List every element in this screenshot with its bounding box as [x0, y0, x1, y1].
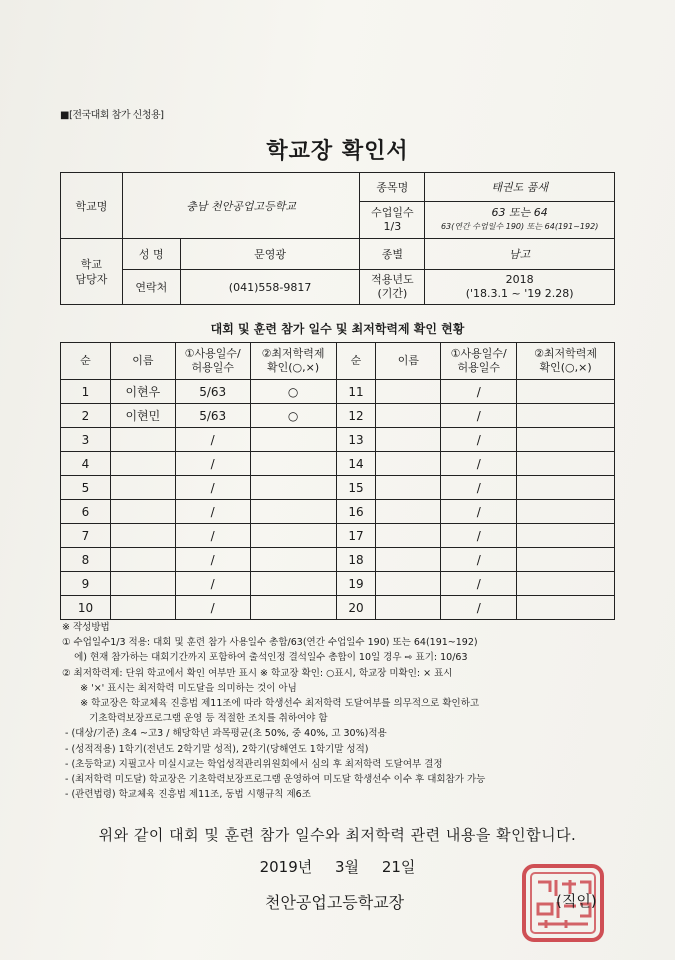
participation-table [60, 342, 615, 620]
document-title: 학교장 확인서 [266, 139, 409, 164]
participation-rows [61, 380, 615, 620]
col-min-left [250, 343, 336, 380]
col-min-right-line2: 확인(○,×) [539, 361, 592, 374]
row-check [517, 404, 615, 428]
row-no: 13 [336, 428, 376, 452]
col-days-left [175, 343, 250, 380]
staff-label [61, 239, 123, 305]
row-name [376, 428, 441, 452]
row-check [250, 452, 336, 476]
row-check [250, 476, 336, 500]
guide-line: ② 최저학력제: 단위 학교에서 확인 여부만 표시 ※ 학교장 확인: ○표시, 학교장 미확인: × 표시 [62, 667, 453, 679]
row-days: / [175, 428, 250, 452]
row-check [250, 572, 336, 596]
row-days: / [441, 596, 517, 620]
row-name [376, 548, 441, 572]
form-type-tag: ■[전국대회 참가 신청용] [60, 110, 164, 121]
row-name: 이현민 [110, 404, 175, 428]
row-check [250, 524, 336, 548]
guide-line: - (최저학력 미도달) 학교장은 기초학력보장프로그램 운영하여 미도달 학생선수 이수 후 대회참가 가능 [62, 774, 486, 786]
guide-line: - (성적적용) 1학기(전년도 2학기말 성적), 2학기(당해연도 1학기말 성적) [62, 743, 369, 755]
row-check [517, 500, 615, 524]
guide-line: - (관련법령) 학교체육 진흥법 제11조, 동법 시행규칙 제6조 [62, 789, 311, 801]
guide-line: 에) 현재 참가하는 대회기간까지 포함하여 출석인정 결석일수 총합이 10일 경우 ⇨ 표기: 10/63 [62, 652, 468, 664]
col-name-right: 이름 [376, 343, 441, 380]
row-check [517, 572, 615, 596]
guide-line: - (초등학교) 지필고사 미실시교는 학업성적관리위원회에서 심의 후 최저학력 도달여부 결정 [62, 758, 443, 770]
row-days: / [441, 380, 517, 404]
days-label-line1: 수업일수 [371, 206, 414, 219]
school-label: 학교명 [61, 173, 123, 239]
col-name-left: 이름 [110, 343, 175, 380]
row-days: / [175, 524, 250, 548]
row-no: 16 [336, 500, 376, 524]
row-name [110, 428, 175, 452]
row-days: / [441, 572, 517, 596]
row-no: 8 [61, 548, 111, 572]
row-name [110, 452, 175, 476]
row-days: / [441, 476, 517, 500]
signer-name: 천안공업고등학교장 [265, 893, 405, 912]
row-days: 5/63 [175, 380, 250, 404]
row-days: / [175, 500, 250, 524]
confirmation-statement: 위와 같이 대회 및 훈련 참가 일수와 최저학력 관련 내용을 확인합니다. [98, 826, 577, 844]
year-value-line2: ('18.3.1 ~ '19 2.28) [465, 287, 574, 300]
row-name [110, 476, 175, 500]
row-check [250, 500, 336, 524]
days-label [360, 202, 425, 239]
guide-line: ※ '×' 표시는 최저학력 미도달을 의미하는 것이 아님 [62, 682, 297, 694]
guide-line: 기초학력보장프로그램 운영 등 적절한 조치를 취하여야 함 [62, 713, 328, 725]
category-label: 종별 [360, 239, 425, 270]
table-row [61, 404, 615, 428]
row-check [517, 380, 615, 404]
seal-label: (직인) [556, 892, 597, 910]
table-row [61, 548, 615, 572]
row-name: 이현우 [110, 380, 175, 404]
row-days: / [441, 452, 517, 476]
contact-value: (041)558-9817 [180, 270, 360, 305]
row-no: 3 [61, 428, 111, 452]
row-name [110, 596, 175, 620]
row-name [376, 572, 441, 596]
row-no: 19 [336, 572, 376, 596]
year-label-line2: (기간) [377, 287, 408, 300]
guide-line: ※ 작성방법 [62, 622, 110, 633]
row-no: 20 [336, 596, 376, 620]
col-no-right: 순 [336, 343, 376, 380]
row-check [250, 548, 336, 572]
table-row [61, 476, 615, 500]
row-name [110, 548, 175, 572]
row-no: 12 [336, 404, 376, 428]
row-name [110, 572, 175, 596]
row-check [250, 596, 336, 620]
writing-guide [62, 620, 622, 802]
row-name [376, 476, 441, 500]
row-check [517, 476, 615, 500]
table-row [61, 428, 615, 452]
row-no: 15 [336, 476, 376, 500]
row-name [376, 380, 441, 404]
table-row [61, 452, 615, 476]
table-row [61, 572, 615, 596]
row-check: ○ [250, 404, 336, 428]
row-check [517, 596, 615, 620]
year-value [425, 270, 615, 305]
row-days: / [441, 548, 517, 572]
year-value-line1: 2018 [505, 273, 534, 286]
row-no: 14 [336, 452, 376, 476]
row-check: ○ [250, 380, 336, 404]
row-days: / [175, 548, 250, 572]
row-name [376, 404, 441, 428]
row-check [517, 524, 615, 548]
days-value [425, 202, 615, 239]
days-value-line1: 63 또는 64 [491, 206, 548, 219]
row-no: 9 [61, 572, 111, 596]
table-row [61, 524, 615, 548]
row-days: / [441, 428, 517, 452]
row-days: 5/63 [175, 404, 250, 428]
row-name [376, 452, 441, 476]
row-no: 4 [61, 452, 111, 476]
row-no: 2 [61, 404, 111, 428]
row-name [376, 524, 441, 548]
row-no: 6 [61, 500, 111, 524]
row-no: 1 [61, 380, 111, 404]
row-days: / [441, 500, 517, 524]
event-label: 종목명 [360, 173, 425, 202]
row-no: 11 [336, 380, 376, 404]
contact-label: 연락처 [122, 270, 180, 305]
row-days: / [175, 452, 250, 476]
row-days: / [175, 572, 250, 596]
row-no: 5 [61, 476, 111, 500]
row-no: 7 [61, 524, 111, 548]
col-days-right [441, 343, 517, 380]
row-days: / [175, 596, 250, 620]
date-year: 2019년 [259, 858, 313, 876]
row-no: 17 [336, 524, 376, 548]
row-check [517, 452, 615, 476]
year-label [360, 270, 425, 305]
header-info-table [60, 172, 615, 305]
col-days-right-line1: ①사용일수/ [450, 347, 507, 360]
col-days-left-line1: ①사용일수/ [184, 347, 241, 360]
category-value: 남고 [425, 239, 615, 270]
name-label: 성 명 [122, 239, 180, 270]
row-name [376, 596, 441, 620]
col-days-left-line2: 허용일수 [191, 361, 234, 374]
year-label-line1: 적용년도 [371, 273, 414, 286]
guide-line: ① 수업일수1/3 적용: 대회 및 훈련 참가 사용일수 총합/63(연간 수업일수 190) 또는 64(191~192) [62, 637, 478, 649]
days-label-line2: 1/3 [383, 220, 402, 233]
row-no: 10 [61, 596, 111, 620]
row-days: / [441, 524, 517, 548]
col-min-left-line1: ②최저학력제 [261, 347, 325, 360]
table-row [61, 500, 615, 524]
school-name: 충남 천안공업고등학교 [122, 173, 360, 239]
table-row [61, 596, 615, 620]
name-value: 문영광 [180, 239, 360, 270]
col-days-right-line2: 허용일수 [457, 361, 500, 374]
days-value-line2: 63(연간 수업일수 190) 또는 64(191~192) [440, 222, 599, 231]
guide-line: ※ 학교장은 학교체육 진흥법 제11조에 따라 학생선수 최저학력 도달여부를 의무적으로 확인하고 [62, 698, 480, 710]
date-day: 21일 [381, 858, 416, 876]
staff-label-line1: 학교 [80, 257, 103, 271]
section-title: 대회 및 훈련 참가 일수 및 최저학력제 확인 현황 [210, 322, 465, 336]
date-month: 3월 [335, 858, 360, 876]
col-no-left: 순 [61, 343, 111, 380]
col-min-right-line1: ②최저학력제 [534, 347, 598, 360]
row-check [517, 548, 615, 572]
guide-line: - (대상/기준) 초4 ~고3 / 해당학년 과목평균(초 50%, 중 40%, 고 30%)적용 [62, 728, 387, 740]
row-name [110, 524, 175, 548]
row-check [250, 428, 336, 452]
staff-label-line2: 담당자 [75, 272, 108, 286]
col-min-left-line2: 확인(○,×) [266, 361, 320, 374]
col-min-right [517, 343, 615, 380]
row-check [517, 428, 615, 452]
row-no: 18 [336, 548, 376, 572]
event-value: 태권도 품새 [425, 173, 615, 202]
row-days: / [175, 476, 250, 500]
row-name [376, 500, 441, 524]
table-row [61, 380, 615, 404]
row-days: / [441, 404, 517, 428]
row-name [110, 500, 175, 524]
